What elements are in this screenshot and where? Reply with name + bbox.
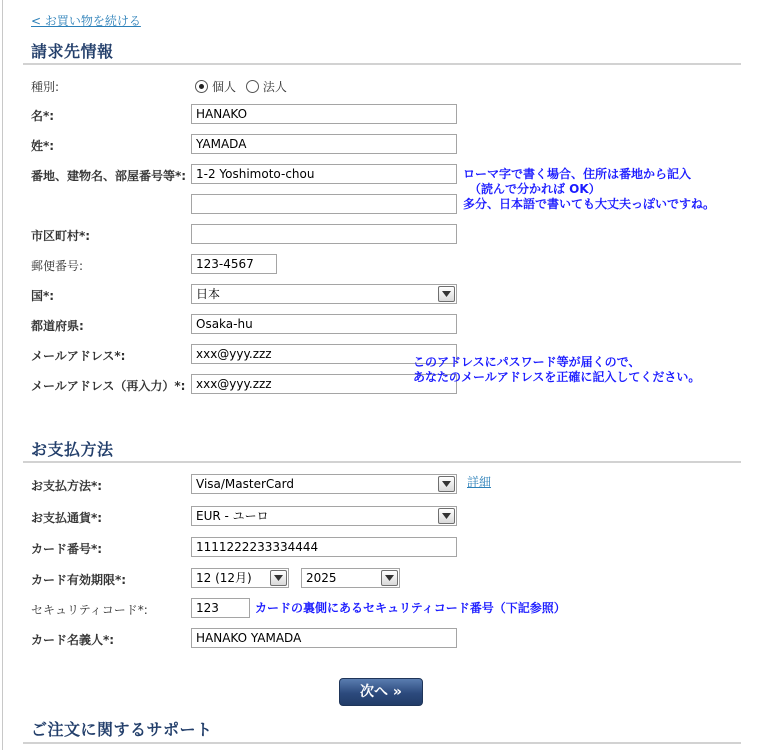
- type-individual-radio[interactable]: [195, 80, 208, 93]
- card-number-input[interactable]: [191, 537, 457, 557]
- postal-label: 郵便番号:: [31, 259, 84, 273]
- card-number-label: カード番号*:: [31, 542, 103, 556]
- postal-input[interactable]: [191, 254, 277, 274]
- email-note-line2: あなたのメールアドレスを正確に記入してください。: [413, 370, 701, 384]
- email-confirm-label: メールアドレス（再入力）*:: [31, 379, 186, 393]
- city-label: 市区町村*:: [31, 229, 91, 243]
- expiry-year-select[interactable]: [301, 568, 400, 588]
- payment-section-rule: [23, 461, 741, 463]
- chevron-down-icon: [270, 570, 287, 586]
- type-corporate-radio[interactable]: [246, 80, 259, 93]
- left-border: [2, 0, 3, 750]
- cardholder-input[interactable]: [191, 628, 457, 648]
- prefecture-label: 都道府県:: [31, 319, 84, 333]
- country-select[interactable]: [191, 284, 457, 304]
- security-code-input[interactable]: [191, 598, 250, 618]
- address-note-line3: 多分、日本語で書いても大丈夫っぽいですね。: [463, 197, 716, 211]
- email-note-line1: このアドレスにパスワード等が届くので、: [413, 355, 641, 369]
- next-button[interactable]: 次へ »: [339, 678, 423, 706]
- country-select-value: 日本: [196, 287, 221, 301]
- chevron-down-icon: [438, 286, 455, 302]
- last-name-label: 姓*:: [31, 139, 55, 153]
- address-note-line1: ローマ字で書く場合、住所は番地から記入: [463, 167, 692, 181]
- currency-label: お支払通貨*:: [31, 511, 103, 525]
- last-name-input[interactable]: [191, 134, 457, 154]
- expiry-month-value: 12 (12月): [196, 571, 252, 585]
- security-code-label: セキュリティコード*:: [31, 603, 148, 617]
- type-corporate-label: 法人: [262, 80, 287, 94]
- first-name-label: 名*:: [31, 109, 55, 123]
- security-code-note: カードの裏側にあるセキュリティコード番号（下記参照）: [255, 601, 566, 615]
- chevron-down-icon: [438, 476, 455, 492]
- address-line2-input[interactable]: [191, 194, 457, 214]
- chevron-down-icon: [438, 508, 455, 524]
- billing-section-title: 請求先情報: [31, 42, 114, 61]
- payment-method-label: お支払方法*:: [31, 479, 103, 493]
- payment-method-select[interactable]: [191, 474, 457, 494]
- expiry-year-value: 2025: [306, 571, 337, 585]
- first-name-input[interactable]: [191, 104, 457, 124]
- support-section-title: ご注文に関するサポート: [31, 720, 213, 739]
- email-label: メールアドレス*:: [31, 349, 126, 363]
- country-label: 国*:: [31, 289, 55, 303]
- address-label: 番地、建物名、部屋番号等*:: [31, 169, 187, 183]
- continue-shopping-link[interactable]: < お買い物を続ける: [31, 14, 141, 28]
- payment-method-value: Visa/MasterCard: [196, 477, 294, 491]
- billing-section-rule: [23, 63, 741, 65]
- currency-select[interactable]: [191, 506, 457, 526]
- type-individual-label: 個人: [212, 80, 237, 94]
- currency-value: EUR - ユーロ: [196, 509, 269, 523]
- cardholder-label: カード名義人*:: [31, 633, 115, 647]
- email-note: [413, 355, 700, 385]
- payment-detail-link[interactable]: 詳細: [467, 475, 492, 489]
- type-label: 種別:: [31, 80, 60, 94]
- address-note: [463, 167, 715, 212]
- card-expiry-label: カード有効期限*:: [31, 573, 127, 587]
- type-radio-group: [195, 78, 293, 94]
- prefecture-input[interactable]: [191, 314, 457, 334]
- address-note-line2: （読んで分かれば OK）: [469, 182, 601, 196]
- payment-section-title: お支払方法: [31, 440, 114, 459]
- chevron-down-icon: [381, 570, 398, 586]
- address-line1-input[interactable]: [191, 164, 457, 184]
- support-section-rule: [23, 742, 741, 744]
- city-input[interactable]: [191, 224, 457, 244]
- expiry-month-select[interactable]: [191, 568, 289, 588]
